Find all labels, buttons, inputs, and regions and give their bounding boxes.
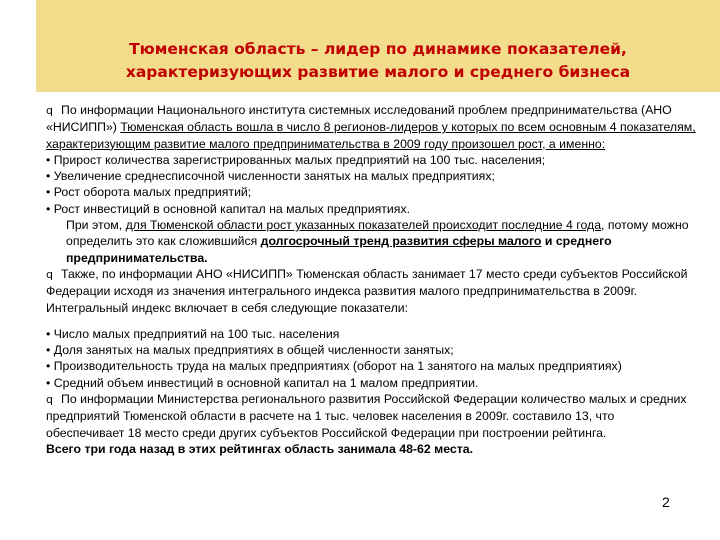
list-item: • Прирост количества зарегистрированных малых предприятий на 100 тыс. населения; — [46, 152, 546, 167]
list-item: • Увеличение среднесписочной численности занятых на малых предприятиях; — [46, 169, 495, 184]
slide-body — [46, 102, 696, 457]
list-item: • Доля занятых на малых предприятиях в общей численности занятых; — [46, 343, 454, 358]
concl-underlined: для Тюменской области рост указанных показателей происходит последние 4 года — [125, 218, 602, 233]
list-item: • Производительность труда на малых предприятиях (оборот на 1 занятого на малых предприятиях) — [46, 359, 622, 374]
para3-text: По информации Министерства регионального развития Российской Федерации количество малых и средних предприятий Тюменской области в расчете на 1 тыс. человек населения в 2009г. составило 13, что обеспечивает 18 место среди других субъектов Российской Федерации при построении рейтинга. — [46, 392, 687, 440]
para1-conclusion — [46, 217, 696, 266]
para2-text: Также, по информации АНО «НИСИПП» Тюменская область занимает 17 место среди субъектов Российской Федерации исходя из значения интегрального индекса развития малого предпринимательства в 2009г. Интегральный индекс включает в себя следующие показатели: — [46, 266, 688, 315]
checkbox-bullet-icon: q — [46, 267, 53, 281]
concl-bold: и среднего предпринимательства. — [66, 234, 612, 265]
paragraph-3 — [46, 391, 696, 441]
concl-start: При этом, — [66, 218, 126, 233]
concl-mid: , потому можно определить это как сложившийся — [66, 218, 689, 249]
list-item: • Рост инвестиций в основной капитал на малых предприятиях. — [46, 201, 411, 216]
title-line-2: характеризующих развитие малого и среднего бизнеса — [125, 63, 631, 81]
checkbox-bullet-icon: q — [46, 393, 53, 407]
paragraph-2 — [46, 266, 696, 316]
final-statement: Всего три года назад в этих рейтингах область занимала 48-62 места. — [46, 441, 473, 456]
list-item: • Число малых предприятий на 100 тыс. населения — [46, 326, 340, 341]
para1-underlined: Тюменская область вошла в число 8 регионов-лидеров у которых по всем основным 4 показателям, характеризующим развитие малого предпринимательства в 2009 году произошел рост, а именно: — [46, 120, 696, 151]
para1-intro: По информации Национального института системных исследований проблем предпринимательства (АНО «НИСИПП») — [46, 103, 672, 135]
list-item: • Средний объем инвестиций в основной капитал на 1 малом предприятии. — [46, 375, 479, 390]
title-line-1: Тюменская область – лидер по динамике показателей, — [129, 40, 627, 58]
checkbox-bullet-icon: q — [46, 104, 53, 117]
page-number: 2 — [662, 494, 670, 510]
paragraph-1 — [46, 102, 696, 152]
concl-bold-underlined: долгосрочный тренд развития сферы малого — [260, 234, 542, 249]
slide-title — [36, 38, 720, 84]
list-item: • Рост оборота малых предприятий; — [46, 185, 252, 200]
